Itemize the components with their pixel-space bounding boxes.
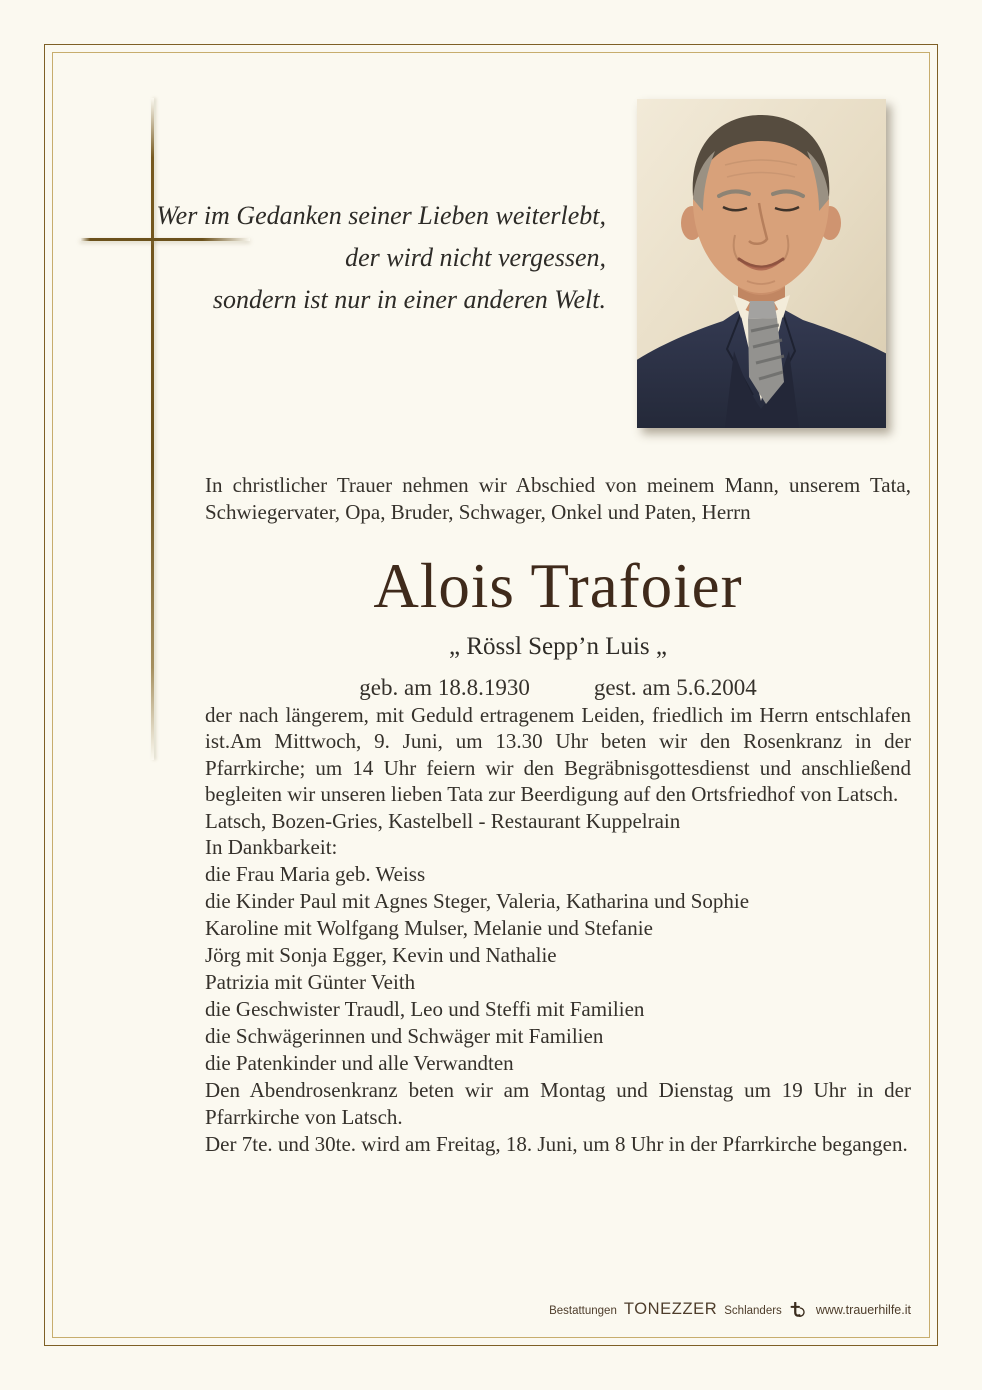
mourners-list: [205, 861, 911, 1077]
obituary-text-column: [205, 472, 911, 1158]
deceased-name: Alois Trafoier: [373, 551, 743, 621]
portrait-illustration: [637, 99, 886, 428]
birth-date: geb. am 18.8.1930: [359, 674, 530, 700]
footer-location-label: Schlanders: [724, 1305, 782, 1317]
funeral-announcement: der nach längerem, mit Geduld ertragenem Leiden, friedlich im Herrn entschlafen ist.Am Mittwoch, 9. Juni, um 13.30 Uhr beten wir den Rosenkranz in der Pfarrkirche; um 14 Uhr feiern wir den Begräbnisgottesdienst und anschließend begleiten wir unseren lieben Tata zur Beerdigung auf den Ortsfriedhof von Latsch.: [205, 702, 911, 807]
mourner-line: die Schwägerinnen und Schwäger mit Familien: [205, 1023, 604, 1048]
footer: [549, 1300, 911, 1320]
memorial-mass-notice: Der 7te. und 30te. wird am Freitag, 18. Juni, um 8 Uhr in der Pfarrkirche begangen.: [205, 1131, 908, 1156]
memorial-quote: [140, 195, 606, 321]
mourner-line: Karoline mit Wolfgang Mulser, Melanie und Stefanie: [205, 915, 653, 940]
mourner-line: die Geschwister Traudl, Leo und Steffi mit Familien: [205, 996, 645, 1021]
portrait-photo: [637, 99, 886, 428]
places-line: Latsch, Bozen-Gries, Kastelbell - Restaurant Kuppelrain: [205, 808, 681, 833]
rosary-notice: Den Abendrosenkranz beten wir am Montag und Dienstag um 19 Uhr in der Pfarrkirche von Latsch.: [205, 1077, 911, 1129]
footer-bestattungen-label: Bestattungen: [549, 1305, 617, 1317]
death-date: gest. am 5.6.2004: [593, 674, 757, 700]
quote-line: sondern ist nur in einer anderen Welt.: [212, 285, 606, 314]
mourner-line: die Kinder Paul mit Agnes Steger, Valeria, Katharina und Sophie: [205, 888, 750, 913]
quote-line: der wird nicht vergessen,: [345, 243, 606, 272]
mourner-line: die Patenkinder und alle Verwandten: [205, 1050, 514, 1075]
trauerhilfe-logo-icon: [789, 1302, 806, 1322]
mourner-line: Jörg mit Sonja Egger, Kevin und Nathalie: [205, 942, 557, 967]
gratitude-heading: In Dankbarkeit:: [205, 835, 338, 860]
intro-text: In christlicher Trauer nehmen wir Abschied von meinem Mann, unserem Tata, Schwiegervater, Opa, Bruder, Schwager, Onkel und Paten, Herrn: [205, 473, 911, 524]
quote-line: Wer im Gedanken seiner Lieben weiterlebt,: [156, 201, 606, 230]
mourner-line: Patrizia mit Günter Veith: [205, 969, 416, 994]
life-dates: [205, 674, 911, 702]
footer-url: www.trauerhilfe.it: [815, 1303, 911, 1317]
mourner-line: die Frau Maria geb. Weiss: [205, 861, 426, 886]
footer-brand-name: TONEZZER: [623, 1300, 718, 1318]
deceased-nickname: „ Rössl Sepp’n Luis „: [448, 632, 668, 660]
